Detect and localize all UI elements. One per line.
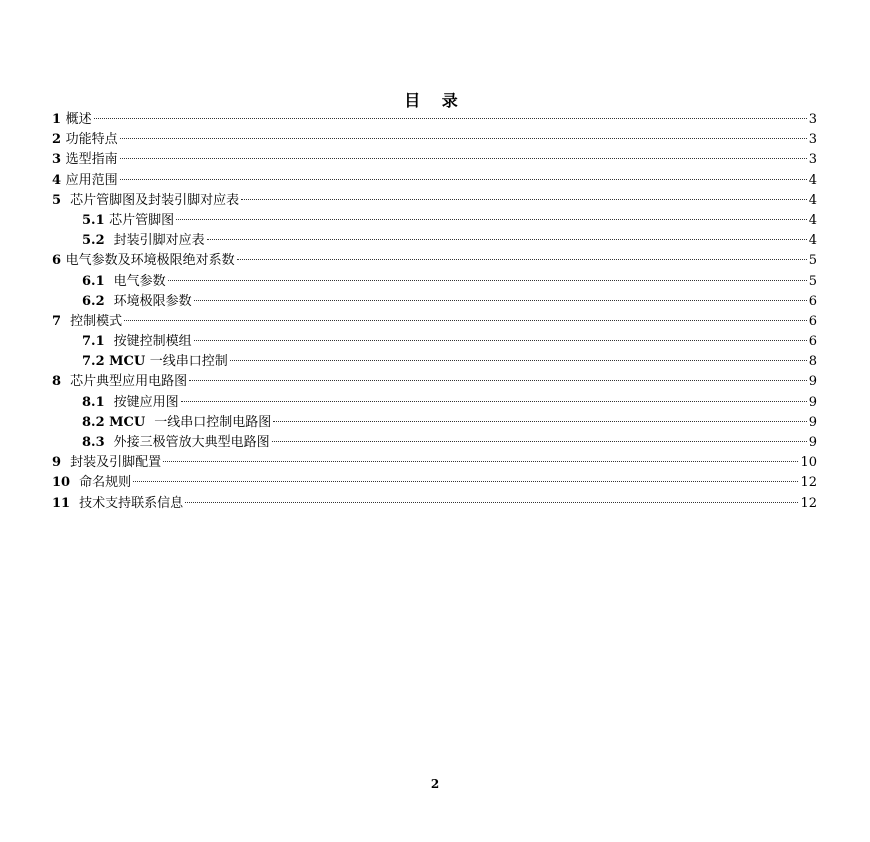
- toc-leader-dots: [273, 421, 806, 422]
- toc-entry-number: 7: [52, 313, 71, 329]
- toc-entry-page: 12: [800, 495, 817, 511]
- toc-entry[interactable]: [52, 413, 817, 433]
- toc-entry-label: 按键控制模组: [113, 334, 192, 350]
- toc-entry-number: 7.1: [82, 334, 114, 350]
- toc-entry-number: 10: [52, 475, 80, 491]
- toc-leader-dots: [194, 340, 807, 341]
- toc-entry-number: 8.2 MCU: [82, 414, 155, 430]
- toc-entry-page: 9: [808, 394, 817, 410]
- toc-entry[interactable]: [52, 453, 817, 473]
- toc-entry-page: 3: [808, 112, 817, 127]
- toc-entry[interactable]: [52, 292, 817, 312]
- toc-entry-page: 4: [808, 212, 817, 228]
- toc-entry[interactable]: [52, 473, 817, 493]
- toc-entry-label: 一线串口控制: [149, 354, 228, 370]
- toc-leader-dots: [120, 158, 807, 159]
- toc-entry-label: 选型指南: [65, 152, 118, 168]
- toc-entry-label: 按键应用图: [113, 394, 179, 410]
- toc-entry[interactable]: [52, 352, 817, 372]
- toc-entry-label: 芯片管脚图及封装引脚对应表: [70, 192, 240, 208]
- toc-entry-number: 5: [52, 192, 71, 208]
- toc-leader-dots: [120, 179, 807, 180]
- toc-entry-label: 外接三极管放大典型电路图: [113, 435, 270, 450]
- toc-entry[interactable]: [52, 251, 817, 271]
- toc-entry[interactable]: [52, 433, 817, 453]
- toc-entry-number: 8.3: [82, 435, 114, 450]
- toc-entry[interactable]: [52, 372, 817, 392]
- toc-entry-number: 2: [52, 132, 66, 148]
- toc-entry-number: 1: [52, 112, 66, 127]
- toc-entry-label: 芯片管脚图: [109, 212, 175, 228]
- toc-entry[interactable]: [52, 110, 817, 130]
- toc-leader-dots: [194, 300, 807, 301]
- toc-entry-page: 9: [808, 374, 817, 390]
- toc-entry-number: 4: [52, 172, 66, 188]
- toc-entry-page: 5: [808, 273, 817, 289]
- toc-entry-number: 8: [52, 374, 71, 390]
- toc-entry-page: 12: [800, 475, 817, 491]
- toc-entry-page: 9: [808, 414, 817, 430]
- toc-entry[interactable]: [52, 150, 817, 170]
- toc-entry-page: 9: [808, 435, 817, 450]
- table-of-contents: [52, 110, 817, 514]
- toc-leader-dots: [124, 320, 807, 321]
- toc-entry-number: 6.1: [82, 273, 114, 289]
- toc-entry-page: 8: [808, 354, 817, 370]
- toc-entry[interactable]: [52, 332, 817, 352]
- toc-entry-page: 6: [808, 293, 817, 309]
- toc-leader-dots: [168, 280, 807, 281]
- toc-leader-dots: [181, 401, 807, 402]
- toc-leader-dots: [185, 502, 798, 503]
- toc-entry-page: 4: [808, 172, 817, 188]
- toc-entry-page: 4: [808, 192, 817, 208]
- toc-entry[interactable]: [52, 272, 817, 292]
- toc-entry-label: 功能特点: [65, 132, 118, 148]
- toc-entry-label: 概述: [65, 112, 92, 127]
- toc-entry-label: 封装及引脚配置: [70, 455, 162, 471]
- toc-entry-label: 命名规则: [79, 475, 132, 491]
- toc-entry-number: 7.2 MCU: [82, 354, 150, 370]
- toc-title: 目 录: [404, 91, 466, 110]
- toc-leader-dots: [189, 380, 807, 381]
- toc-entry-page: 5: [808, 253, 817, 269]
- toc-entry-label: 一线串口控制电路图: [154, 414, 272, 430]
- toc-leader-dots: [176, 219, 807, 220]
- toc-entry-label: 控制模式: [70, 313, 123, 329]
- toc-entry[interactable]: [52, 211, 817, 231]
- toc-leader-dots: [120, 138, 807, 139]
- toc-entry-number: 5.2: [82, 233, 114, 249]
- toc-entry-page: 6: [808, 334, 817, 350]
- toc-entry-page: 6: [808, 313, 817, 329]
- toc-entry[interactable]: [52, 494, 817, 514]
- toc-entry-page: 10: [800, 455, 817, 471]
- toc-entry-number: 6.2: [82, 293, 114, 309]
- toc-leader-dots: [94, 118, 807, 119]
- toc-entry[interactable]: [52, 312, 817, 332]
- toc-leader-dots: [207, 239, 807, 240]
- toc-entry-label: 封装引脚对应表: [113, 233, 205, 249]
- toc-leader-dots: [272, 441, 807, 442]
- toc-entry-number: 5.1: [82, 212, 110, 228]
- toc-leader-dots: [133, 481, 798, 482]
- toc-entry-page: 3: [808, 152, 817, 168]
- toc-entry-number: 8.1: [82, 394, 114, 410]
- toc-entry-label: 环境极限参数: [113, 293, 192, 309]
- toc-entry-number: 3: [52, 152, 66, 168]
- toc-leader-dots: [237, 259, 807, 260]
- toc-entry-number: 11: [52, 495, 80, 511]
- toc-entry-page: 4: [808, 233, 817, 249]
- toc-entry[interactable]: [52, 191, 817, 211]
- toc-entry-label: 技术支持联系信息: [79, 495, 184, 511]
- toc-entry-label: 应用范围: [65, 172, 118, 188]
- toc-entry[interactable]: [52, 130, 817, 150]
- toc-entry-label: 芯片典型应用电路图: [70, 374, 188, 390]
- toc-leader-dots: [230, 360, 807, 361]
- toc-entry-number: 9: [52, 455, 71, 471]
- toc-leader-dots: [163, 461, 798, 462]
- toc-entry[interactable]: [52, 393, 817, 413]
- toc-entry-number: 6: [52, 253, 66, 269]
- toc-entry[interactable]: [52, 231, 817, 251]
- toc-leader-dots: [241, 199, 807, 200]
- page-number: 2: [430, 777, 440, 791]
- toc-entry[interactable]: [52, 171, 817, 191]
- toc-entry-label: 电气参数及环境极限绝对系数: [65, 253, 235, 269]
- toc-entry-page: 3: [808, 132, 817, 148]
- toc-entry-label: 电气参数: [113, 273, 166, 289]
